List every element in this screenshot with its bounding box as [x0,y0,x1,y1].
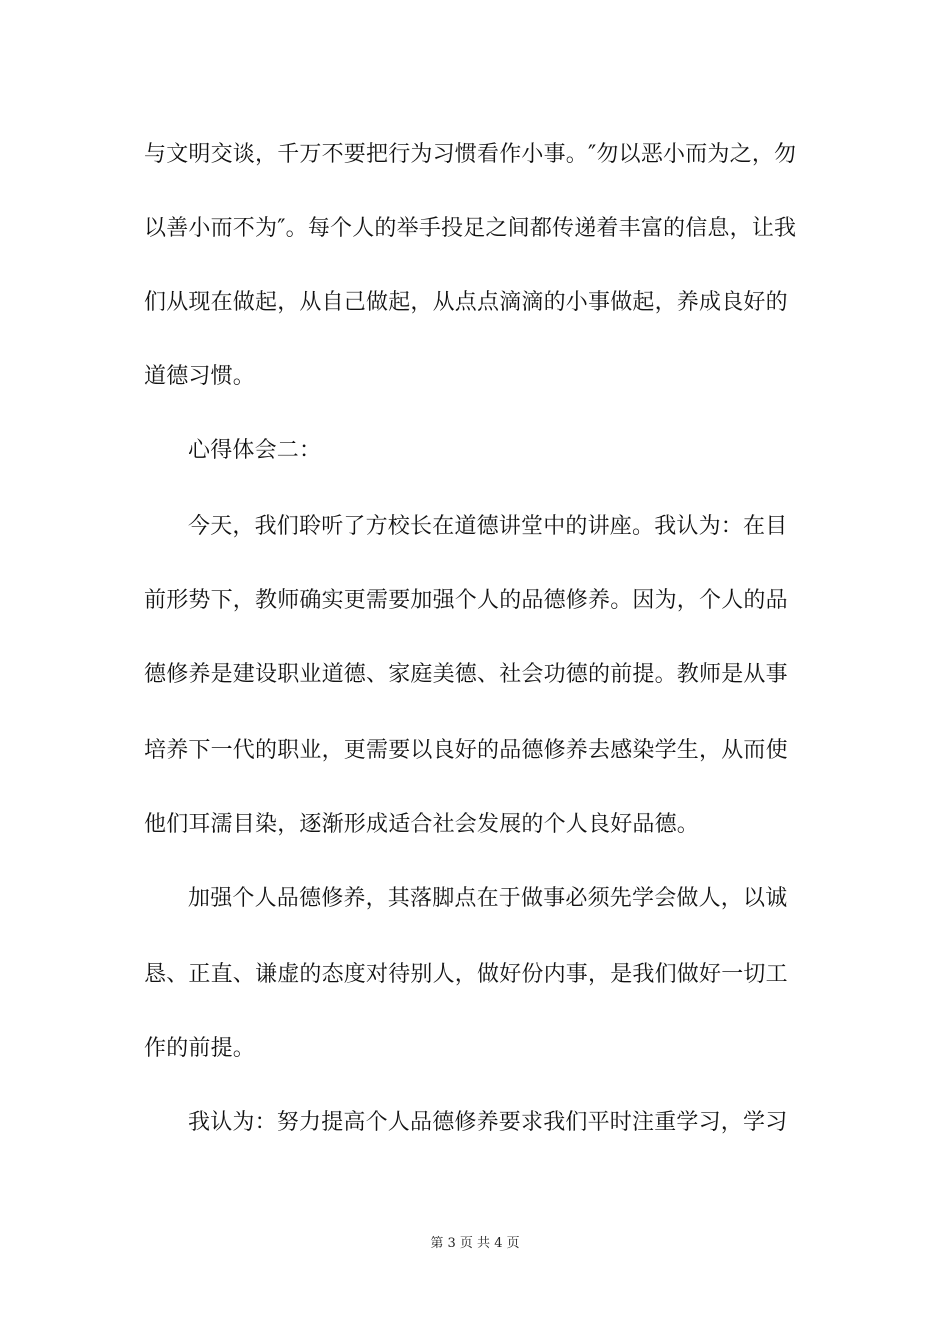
text-line: 恳、正直、谦虚的态度对待别人，做好份内事，是我们做好一切工 [144,962,788,987]
text-line: 作的前提。 [144,1036,256,1061]
text-line: 以善小而不为″。每个人的举手投足之间都传递着丰富的信息，让我 [144,216,797,241]
text-line: 他们耳濡目染，逐渐形成适合社会发展的个人良好品德。 [144,812,700,837]
text-line: 们从现在做起，从自己做起，从点点滴滴的小事做起，养成良好的 [144,290,788,315]
text-line: 道德习惯。 [144,364,256,389]
text-line: 德修养是建设职业道德、家庭美德、社会功德的前提。教师是从事 [144,662,788,687]
text-line: 前形势下，教师确实更需要加强个人的品德修养。因为，个人的品 [144,588,788,613]
text-line: 我认为：努力提高个人品德修养要求我们平时注重学习，学习 [188,1110,788,1135]
page-number-footer: 第 3 页 共 4 页 [430,1236,520,1251]
text-line: 与文明交谈，千万不要把行为习惯看作小事。″勿以恶小而为之，勿 [144,142,797,167]
text-line: 培养下一代的职业，更需要以良好的品德修养去感染学生，从而使 [144,738,788,763]
text-line: 今天，我们聆听了方校长在道德讲堂中的讲座。我认为：在目 [188,514,788,539]
text-line: 加强个人品德修养，其落脚点在于做事必须先学会做人，以诚 [188,886,788,911]
section-heading: 心得体会二： [188,438,322,463]
